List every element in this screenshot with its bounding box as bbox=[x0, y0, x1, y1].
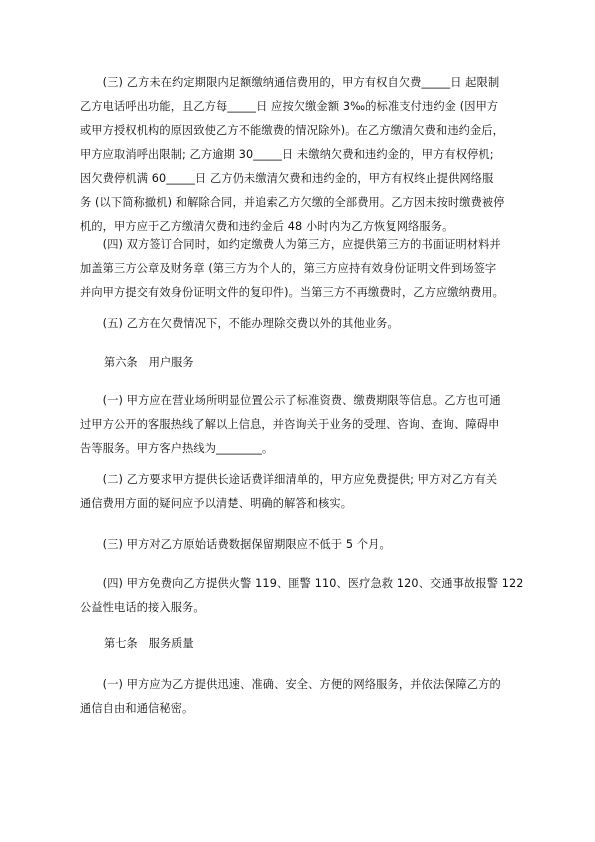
text-line: 机的，甲方应于乙方缴清欠费和违约金后 48 小时内为乙方恢复网络服务。 bbox=[80, 220, 454, 233]
text-line: 务 (以下简称撤机) 和解除合同，并追索乙方欠缴的全部费用。乙方因未按时缴费被停 bbox=[80, 196, 505, 209]
text-line: 通信自由和通信秘密。 bbox=[80, 702, 194, 715]
text-line: 乙方电话呼出功能，且乙方每_____日 应按欠缴金额 3‰的标准支付违约金 (因甲方 bbox=[80, 100, 499, 113]
text-line: (一) 甲方应在营业场所明显位置公示了标准资费、缴费期限等信息。乙方也可通 bbox=[80, 394, 501, 407]
text-line: 因欠费停机满 60_____日 乙方仍未缴清欠费和违约金的，甲方有权终止提供网络服 bbox=[80, 172, 494, 185]
text-line: 通信费用方面的疑问应予以清楚、明确的解答和核实。 bbox=[80, 497, 353, 510]
clause-5-4-paragraph bbox=[80, 233, 535, 305]
text-line: (四) 甲方免费向乙方提供火警 119、匪警 110、医疗急救 120、交通事故报警 122 bbox=[80, 577, 524, 590]
text-line: (三) 乙方未在约定期限内足额缴纳通信费用的，甲方有权自欠费_____日 起限制 bbox=[80, 76, 500, 89]
clause-7-1-paragraph bbox=[80, 673, 535, 721]
clause-5-5-paragraph bbox=[80, 312, 535, 336]
clause-5-3-paragraph bbox=[80, 71, 535, 239]
text-line: 或甲方授权机构的原因致使乙方不能缴费的情况除外)。在乙方缴清欠费和违约金后， bbox=[80, 124, 505, 137]
clause-6-2-paragraph bbox=[80, 468, 535, 516]
text-line: 过甲方公开的客服热线了解以上信息，并咨询关于业务的受理、咨询、查询、障碍申 bbox=[80, 418, 500, 431]
article-6-heading: 第六条 用户服务 bbox=[104, 356, 194, 369]
text-line: 甲方应取消呼出限制; 乙方逾期 30_____日 未缴纳欠费和违约金的，甲方有权停机; bbox=[80, 148, 494, 161]
text-line: 加盖第三方公章及财务章 (第三方为个人的，第三方应持有效身份证明文件到场签字 bbox=[80, 262, 497, 275]
text-line: 告等服务。甲方客户热线为________。 bbox=[80, 442, 274, 455]
article-7-heading: 第七条 服务质量 bbox=[104, 637, 194, 650]
text-line: (四) 双方签订合同时，如约定缴费人为第三方，应提供第三方的书面证明材料并 bbox=[80, 238, 501, 251]
clause-6-1-paragraph bbox=[80, 389, 535, 461]
text-line: (二) 乙方要求甲方提供长途话费详细清单的，甲方应免费提供; 甲方对乙方有关 bbox=[80, 473, 498, 486]
text-line: (五) 乙方在欠费情况下，不能办理除交费以外的其他业务。 bbox=[80, 317, 399, 330]
text-line: 公益性电话的接入服务。 bbox=[80, 601, 205, 614]
text-line: 并向甲方提交有效身份证明文件的复印件)。当第三方不再缴费时，乙方应缴纳费用。 bbox=[80, 286, 505, 299]
clause-6-4-paragraph bbox=[80, 572, 535, 620]
text-line: (三) 甲方对乙方原始话费数据保留期限应不低于 5 个月。 bbox=[80, 538, 391, 551]
clause-6-3-paragraph bbox=[80, 533, 535, 557]
text-line: (一) 甲方应为乙方提供迅速、准确、安全、方便的网络服务，并依法保障乙方的 bbox=[80, 678, 501, 691]
